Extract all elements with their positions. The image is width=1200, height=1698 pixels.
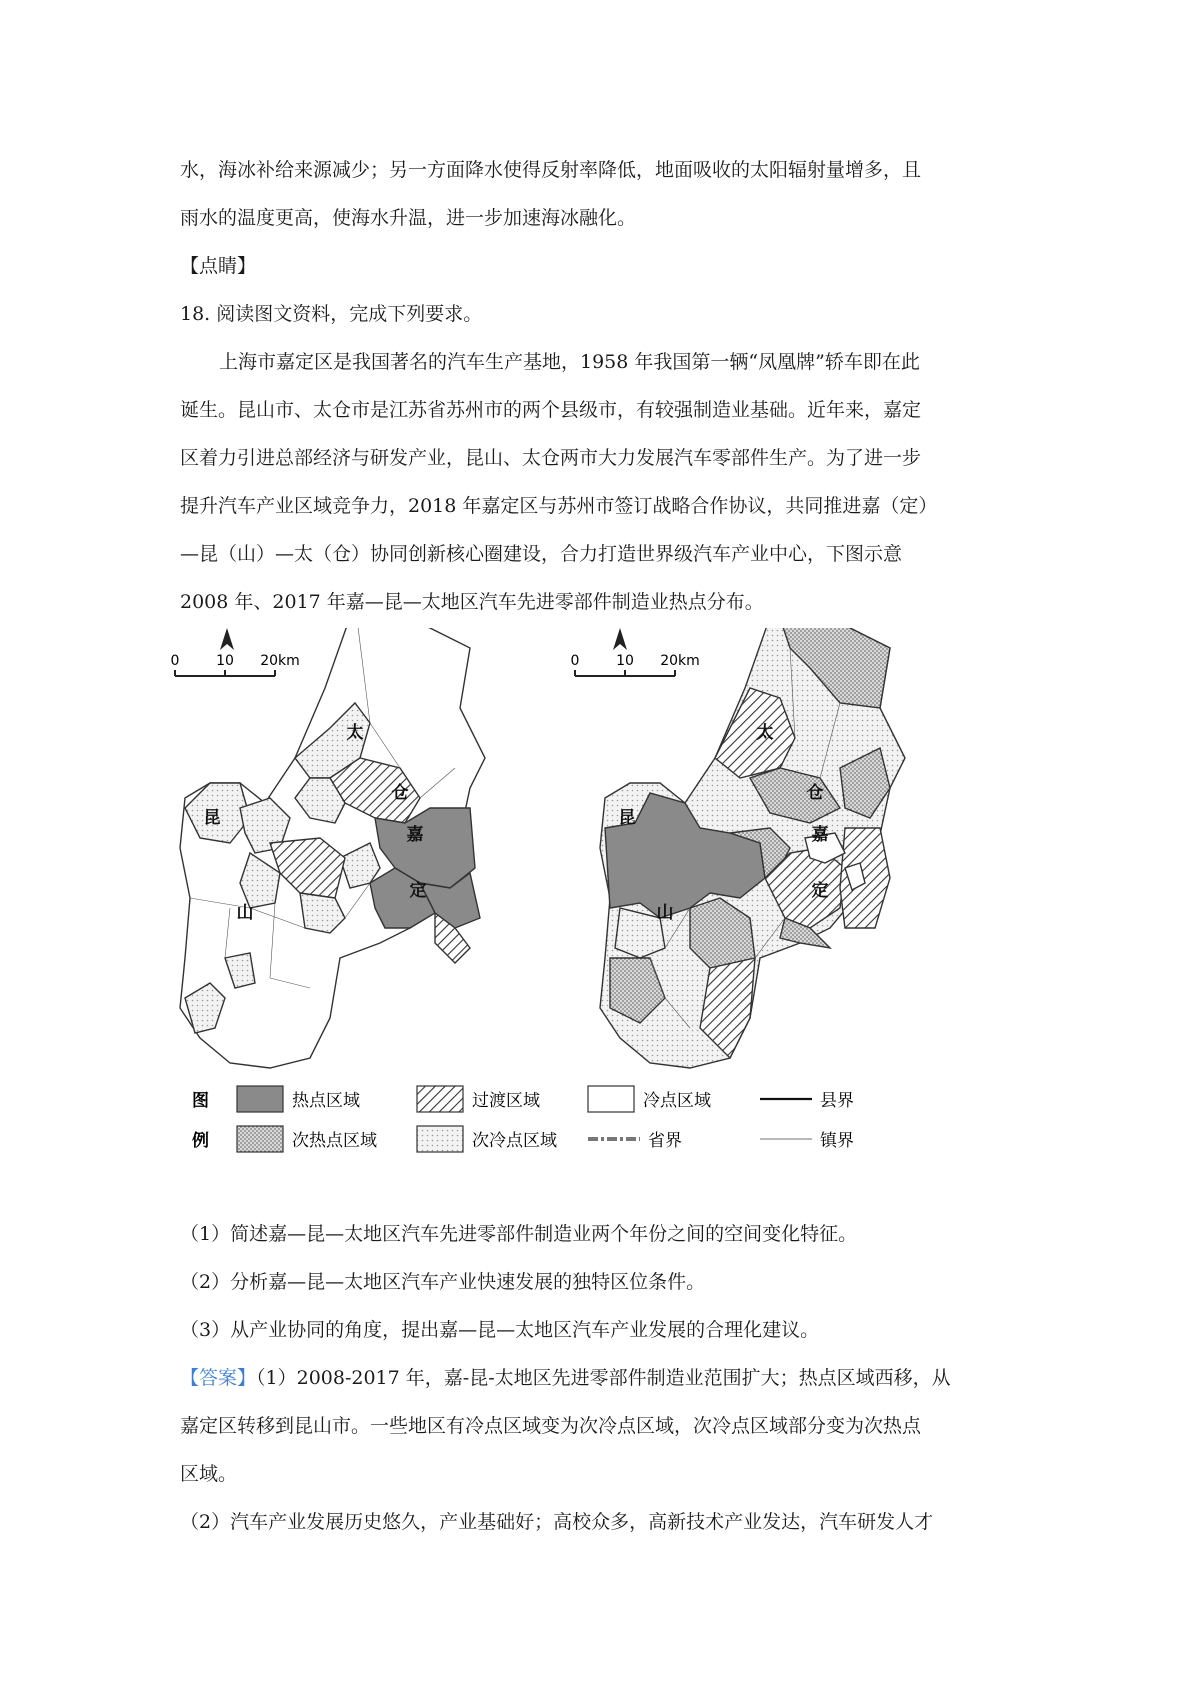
- answer-line: （2）汽车产业发展历史悠久，产业基础好；高校众多，高新技术产业发达，汽车研发人才: [180, 1511, 934, 1533]
- region-label: 定: [409, 881, 427, 901]
- answer-text: （1）2008-2017 年，嘉-昆-太地区先进零部件制造业范围扩大；热点区域西移，从: [256, 1367, 951, 1389]
- region-label: 昆: [618, 808, 636, 828]
- question-heading: 18. 阅读图文资料，完成下列要求。: [180, 303, 483, 325]
- map-legend: [192, 1086, 854, 1152]
- legend-label: 镇界: [820, 1131, 854, 1151]
- region-label: 定: [811, 881, 829, 901]
- legend-swatch-cold: [588, 1086, 634, 1112]
- text-line: 2008 年、2017 年嘉—昆—太地区汽车先进零部件制造业热点分布。: [180, 591, 764, 613]
- scale-bar: [571, 653, 700, 676]
- legend-swatch-subhot: [237, 1126, 283, 1152]
- answer-line: 嘉定区转移到昆山市。一些地区有冷点区域变为次冷点区域，次冷点区域部分变为次热点: [180, 1415, 922, 1437]
- legend-label: 次冷点区域: [472, 1131, 557, 1151]
- question-line: （2）分析嘉—昆—太地区汽车产业快速发展的独特区位条件。: [180, 1271, 706, 1293]
- legend-title: 图: [192, 1091, 209, 1111]
- question-line: （3）从产业协同的角度，提出嘉—昆—太地区汽车产业发展的合理化建议。: [180, 1319, 820, 1341]
- svg-text:0: 0: [570, 653, 580, 669]
- map-2017: [571, 628, 905, 1068]
- region-label: 昆: [203, 808, 221, 828]
- legend-swatch-hot: [237, 1086, 283, 1112]
- text-line: 上海市嘉定区是我国著名的汽车生产基地，1958 年我国第一辆“凤凰牌”轿车即在此: [219, 351, 920, 373]
- answer-line: 区域。: [180, 1463, 238, 1485]
- text-line: 诞生。昆山市、太仓市是江苏省苏州市的两个县级市，有较强制造业基础。近年来，嘉定: [180, 399, 922, 421]
- svg-text:0: 0: [170, 653, 180, 669]
- svg-text:10: 10: [216, 653, 234, 669]
- legend-label: 冷点区域: [643, 1091, 711, 1111]
- legend-swatch-subcold: [417, 1126, 463, 1152]
- region-label: 嘉: [406, 825, 424, 845]
- legend-label: 省界: [648, 1131, 682, 1151]
- text-line: 雨水的温度更高，使海水升温，进一步加速海冰融化。: [180, 207, 637, 229]
- question-line: （1）简述嘉—昆—太地区汽车先进零部件制造业两个年份之间的空间变化特征。: [180, 1223, 858, 1245]
- svg-text:10: 10: [616, 653, 634, 669]
- region-label: 山: [656, 903, 674, 923]
- hotspot-map-figure: [170, 628, 1000, 1188]
- text-line: 提升汽车产业区域竞争力，2018 年嘉定区与苏州市签订战略合作协议，共同推进嘉（定）: [180, 495, 938, 517]
- legend-title: 例: [192, 1131, 209, 1151]
- dianjing-label: 【点睛】: [180, 255, 257, 277]
- region-label: 太: [346, 723, 364, 743]
- region-label: 仓: [806, 783, 824, 803]
- svg-text:20km: 20km: [660, 653, 700, 669]
- map-2008: [171, 628, 485, 1068]
- legend-label: 次热点区域: [292, 1131, 377, 1151]
- legend-label: 热点区域: [292, 1091, 360, 1111]
- text-line: 水，海冰补给来源减少；另一方面降水使得反射率降低，地面吸收的太阳辐射量增多，且: [180, 159, 922, 181]
- answer-tag: 【答案】: [180, 1367, 257, 1389]
- region-label: 太: [756, 723, 774, 743]
- region-label: 山: [236, 903, 254, 923]
- region-label: 嘉: [811, 825, 829, 845]
- text-line: —昆（山）—太（仓）协同创新核心圈建设，合力打造世界级汽车产业中心，下图示意: [180, 543, 903, 565]
- north-arrow-icon: [220, 628, 234, 650]
- north-arrow-icon: [613, 628, 627, 650]
- scale-bar: [171, 653, 300, 676]
- legend-label: 县界: [820, 1091, 854, 1111]
- answer-line: [180, 1366, 951, 1390]
- region-label: 仓: [391, 783, 409, 803]
- legend-swatch-transition: [417, 1086, 463, 1112]
- text-line: 区着力引进总部经济与研发产业，昆山、太仓两市大力发展汽车零部件生产。为了进一步: [180, 447, 922, 469]
- svg-text:20km: 20km: [260, 653, 300, 669]
- legend-label: 过渡区域: [472, 1091, 540, 1111]
